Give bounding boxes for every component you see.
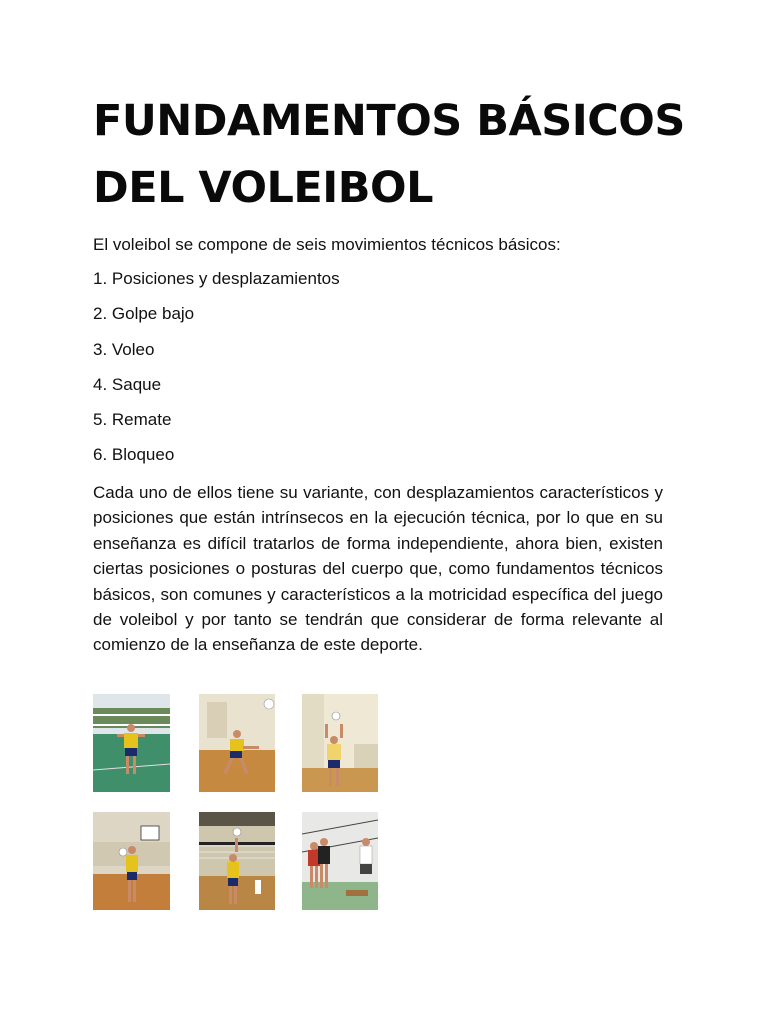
list-item: 6. Bloqueo xyxy=(93,445,175,465)
body-paragraph: Cada uno de ellos tiene su variante, con desplazamientos característicos y posiciones que están intrínsecos en la ejecución técnica, por lo que en su enseñanza es difícil tratarlos de forma independiente, ahora bien, existen ciertas posiciones o posturas del cuerpo que, como fundamentos técnicos básicos, son comunes y característicos a la motricidad específica del juego de voleibol y por tanto se tendrán que considerar de forma relevante al comienzo de la enseñanza de este deporte. xyxy=(93,483,663,655)
technique-list xyxy=(93,267,340,479)
photo-ready-position xyxy=(93,694,170,792)
photo-set xyxy=(302,694,378,792)
list-item: 4. Saque xyxy=(93,374,162,394)
intro-text: El voleibol se compone de seis movimientos técnicos básicos: xyxy=(93,235,561,254)
photo-serve xyxy=(93,812,170,910)
photo-bump xyxy=(199,694,275,792)
document-title: FUNDAMENTOS BÁSICOS DEL VOLEIBOL xyxy=(93,96,685,213)
photo-spike xyxy=(199,812,275,910)
list-item: 1. Posiciones y desplazamientos xyxy=(93,269,340,288)
list-item: 2. Golpe bajo xyxy=(93,304,195,324)
photo-block xyxy=(302,812,378,910)
list-item: 5. Remate xyxy=(93,410,172,430)
list-item: 3. Voleo xyxy=(93,339,155,359)
